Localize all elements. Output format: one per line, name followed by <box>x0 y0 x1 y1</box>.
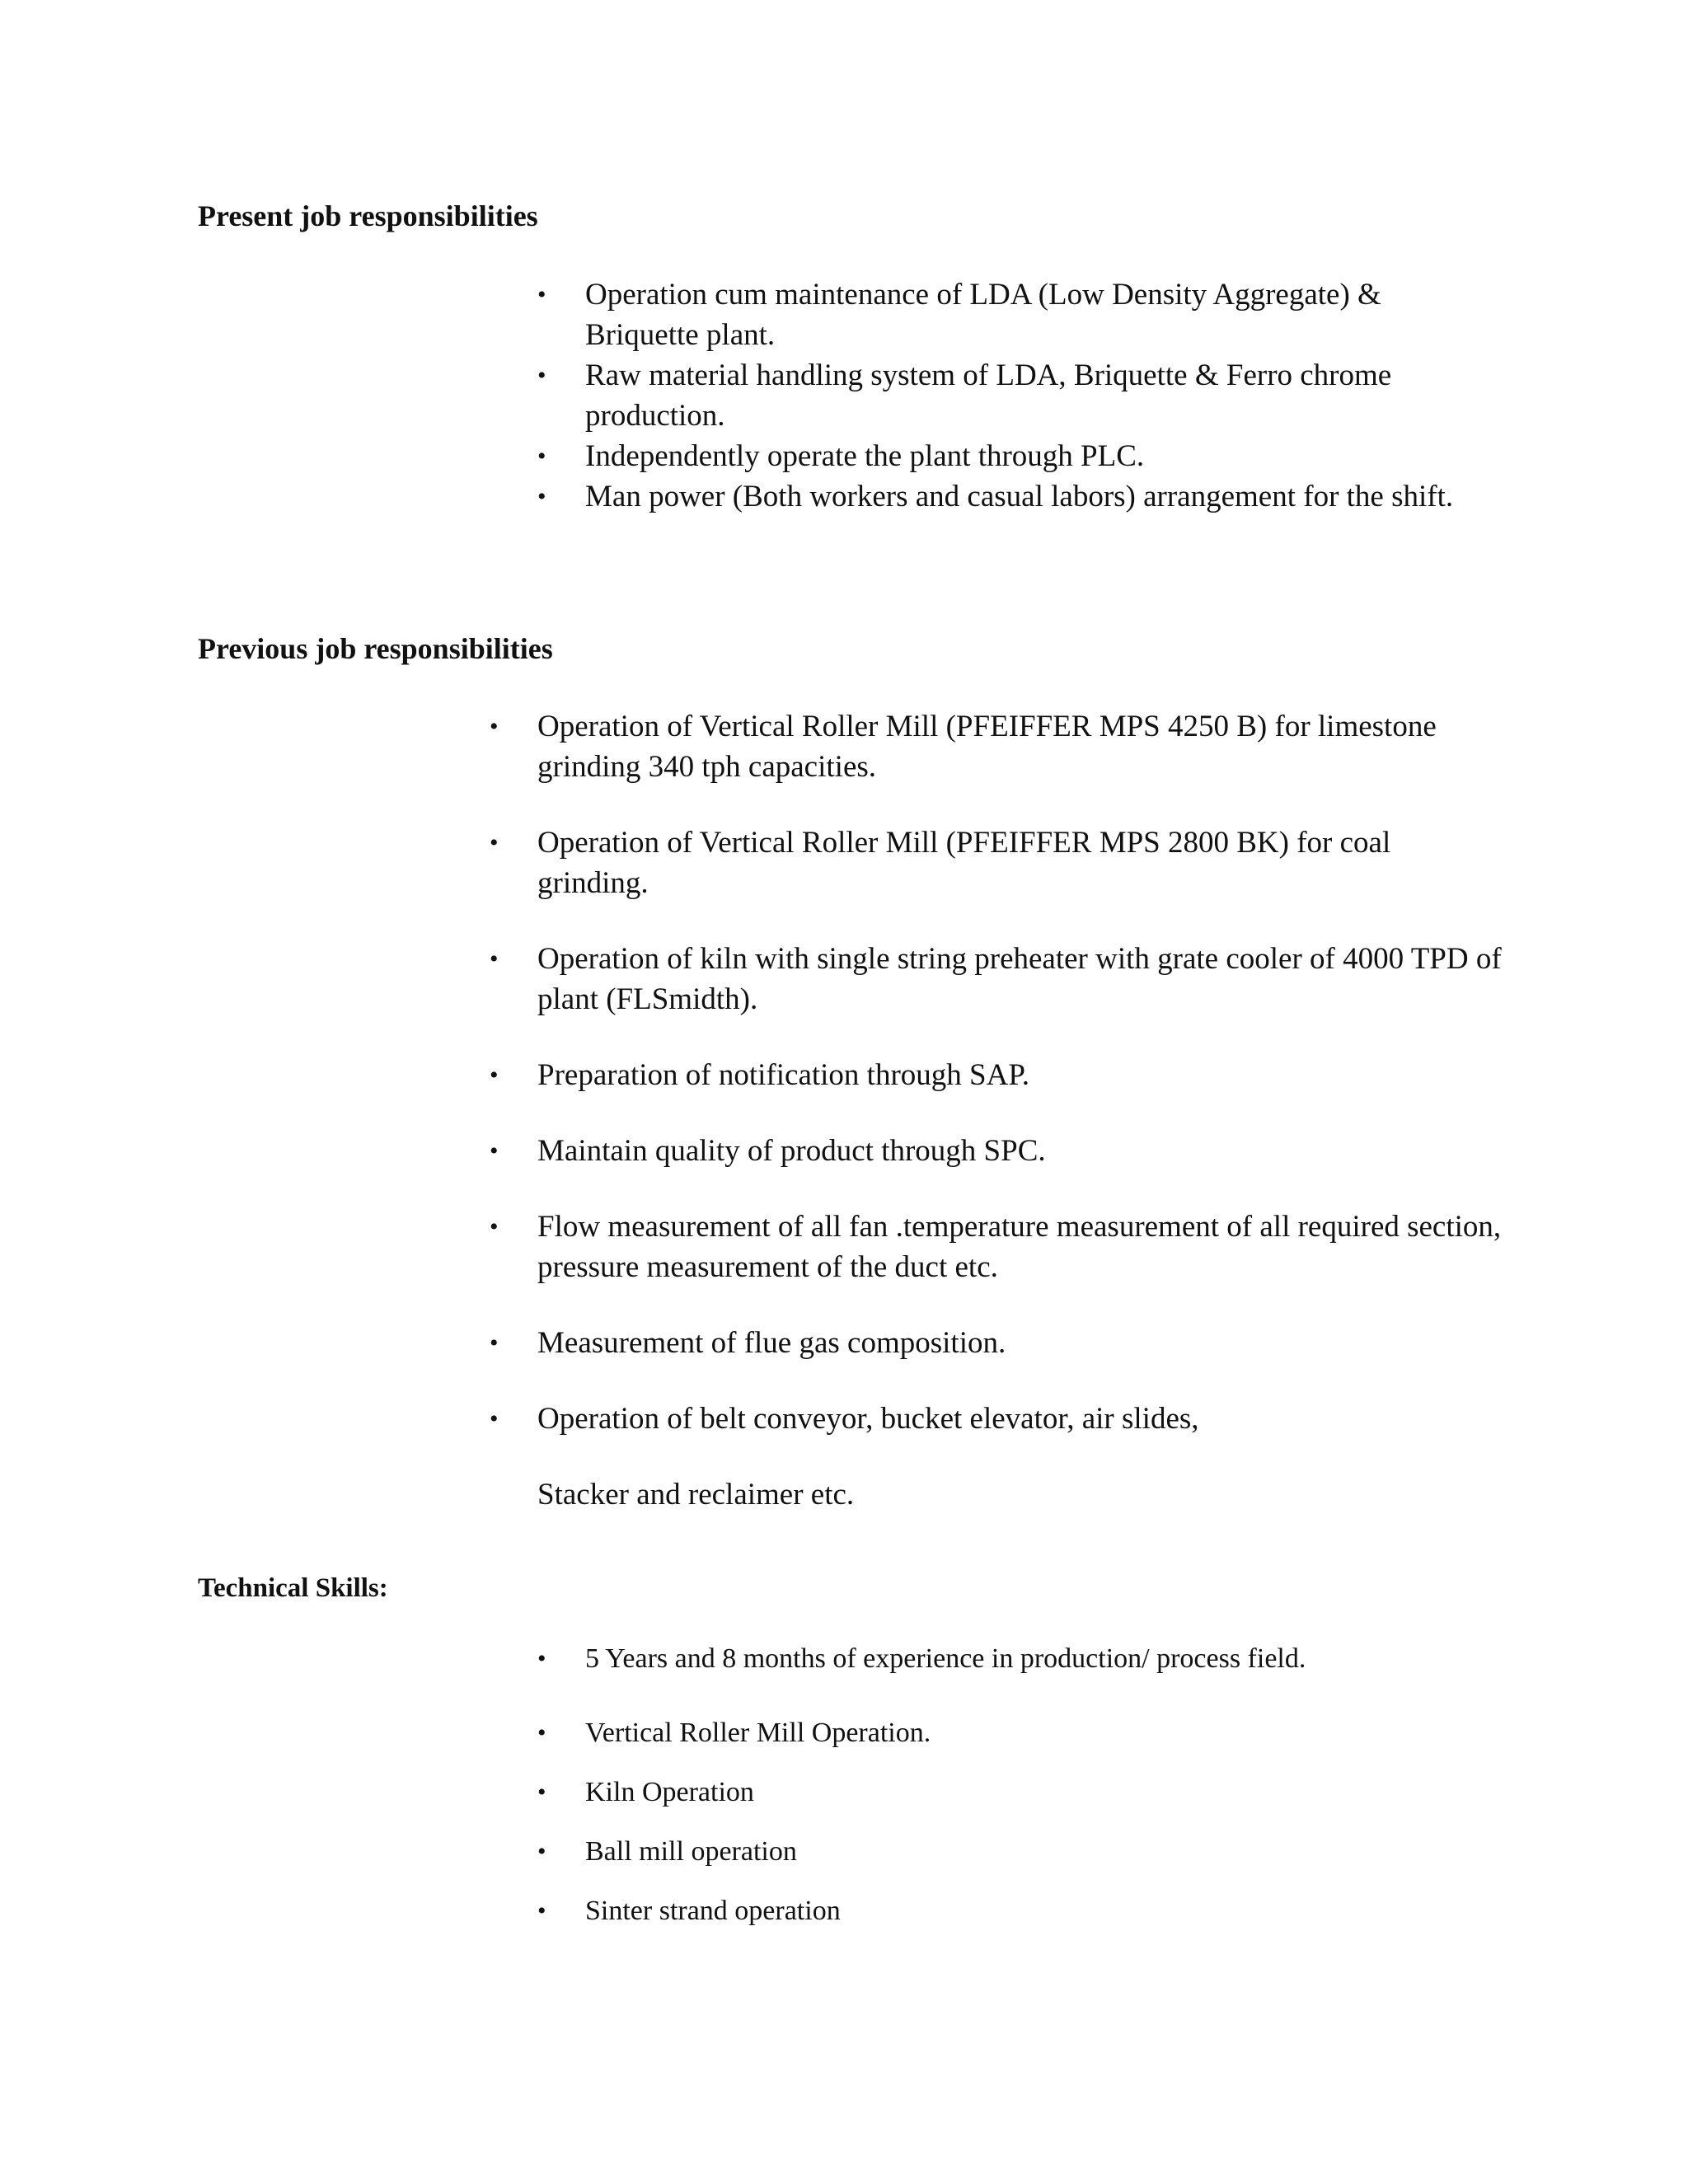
bullet-icon: • <box>537 362 546 389</box>
list-item <box>536 355 1492 436</box>
bullet-icon: • <box>490 945 499 972</box>
list-item-text: Man power (Both workers and casual labors) arrangement for the shift. <box>585 480 1454 513</box>
present-responsibilities-list <box>536 274 1492 517</box>
list-item-text: Raw material handling system of LDA, Briquette & Ferro chrome production. <box>585 359 1392 433</box>
list-item <box>536 1714 1525 1752</box>
technical-skills-heading: Technical Skills: <box>198 1573 388 1603</box>
list-item-text: Independently operate the plant through PLC. <box>585 439 1145 473</box>
technical-skills-list <box>536 1640 1525 1952</box>
list-item-text: 5 Years and 8 months of experience in production/ process field. <box>585 1643 1306 1674</box>
present-responsibilities-heading: Present job responsibilities <box>198 199 538 232</box>
bullet-icon: • <box>490 1137 499 1165</box>
list-item <box>536 476 1492 517</box>
bullet-icon: • <box>490 713 499 740</box>
list-item <box>488 1399 1502 1515</box>
list-item <box>488 706 1502 787</box>
bullet-icon: • <box>537 483 546 510</box>
previous-responsibilities-heading: Previous job responsibilities <box>198 632 553 665</box>
bullet-icon: • <box>537 281 546 308</box>
list-item-text: Flow measurement of all fan .temperature measurement of all required section, pressure measurement of the duct etc. <box>537 1210 1502 1284</box>
bullet-icon: • <box>490 1329 499 1357</box>
list-item-text: Ball mill operation <box>585 1836 797 1867</box>
list-item <box>488 1207 1502 1287</box>
list-item <box>536 1833 1525 1871</box>
list-item-text: Maintain quality of product through SPC. <box>537 1134 1046 1168</box>
list-item-text: Kiln Operation <box>585 1777 754 1807</box>
list-item <box>488 1055 1502 1095</box>
list-item <box>488 939 1502 1019</box>
list-item <box>488 823 1502 903</box>
bullet-icon: • <box>537 443 546 470</box>
list-item <box>536 436 1492 476</box>
list-item <box>536 274 1492 355</box>
list-item <box>488 1131 1502 1171</box>
bullet-icon: • <box>537 1719 546 1746</box>
list-item-text: Preparation of notification through SAP. <box>537 1058 1030 1092</box>
list-item-text: Operation cum maintenance of LDA (Low Density Aggregate) & Briquette plant. <box>585 278 1381 352</box>
bullet-icon: • <box>537 1645 546 1672</box>
bullet-icon: • <box>490 1213 499 1240</box>
bullet-icon: • <box>537 1838 546 1865</box>
list-item-continuation: Stacker and reclaimer etc. <box>537 1478 855 1511</box>
bullet-icon: • <box>490 1405 499 1432</box>
list-item-text: Operation of belt conveyor, bucket elevator, air slides, <box>537 1402 1199 1436</box>
bullet-icon: • <box>537 1779 546 1806</box>
list-item <box>536 1892 1525 1930</box>
previous-responsibilities-list <box>488 706 1502 1515</box>
list-item-text: Sinter strand operation <box>585 1896 841 1926</box>
list-item-text: Vertical Roller Mill Operation. <box>585 1718 931 1748</box>
bullet-icon: • <box>537 1897 546 1924</box>
list-item <box>536 1774 1525 1811</box>
list-item-text: Measurement of flue gas composition. <box>537 1326 1006 1360</box>
list-item-text: Operation of Vertical Roller Mill (PFEIFFER MPS 4250 B) for limestone grinding 340 tph capacities. <box>537 710 1437 784</box>
list-item-text: Operation of kiln with single string preheater with grate cooler of 4000 TPD of plant (FLSmidth). <box>537 942 1502 1016</box>
bullet-icon: • <box>490 829 499 856</box>
list-item <box>536 1640 1525 1678</box>
list-item-text: Operation of Vertical Roller Mill (PFEIFFER MPS 2800 BK) for coal grinding. <box>537 826 1391 900</box>
bullet-icon: • <box>490 1062 499 1089</box>
list-item <box>488 1323 1502 1363</box>
